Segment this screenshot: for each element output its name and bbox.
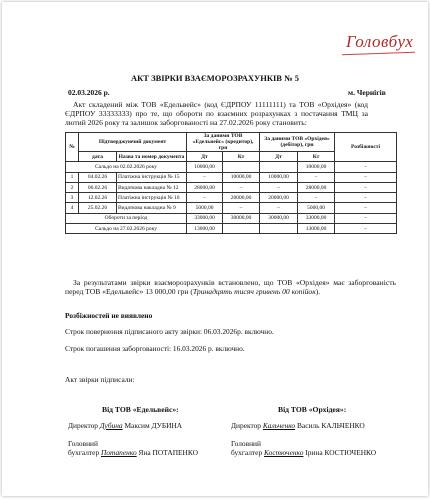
cell: 3 xyxy=(66,193,79,203)
cell: 10000,00 xyxy=(223,172,260,182)
col-header-doc-name: Назва та номер документа xyxy=(117,152,187,162)
handwritten-signature: Кальченко xyxy=(262,421,296,430)
cell: 10000,00 xyxy=(260,172,298,182)
table-row xyxy=(66,172,397,182)
no-differences-note: Розбіжностей не виявлено xyxy=(65,311,153,320)
table-row xyxy=(66,193,397,203)
document-city: м. Чернігів xyxy=(348,88,386,97)
cell: – xyxy=(298,172,335,182)
right-accountant-signature xyxy=(231,439,376,457)
cell: 30000,00 xyxy=(223,213,260,223)
role: Директор xyxy=(68,421,98,430)
left-party-heading: Від ТОВ «Едельвейс»: xyxy=(102,405,179,414)
cell: 20000,00 xyxy=(223,193,260,203)
result-text: За результатами звірки взаєморозрахунків встановлено, що ТОВ «Орхідея» має заборгованість перед ТОВ «Едельвейс» 13 000,00 грн ( xyxy=(65,278,396,297)
cell: 28000,00 xyxy=(298,182,335,192)
cell: – xyxy=(223,203,260,213)
signer-name: Ірина КОСТЮЧЕНКО xyxy=(305,448,377,457)
reconciliation-table xyxy=(65,132,397,234)
table-header-row xyxy=(66,133,397,152)
left-accountant-signature xyxy=(68,439,198,457)
cell: Видаткова накладна № 12 xyxy=(117,182,187,192)
role: Головний xyxy=(231,439,261,448)
cell: Платіжна інструкція № 10 xyxy=(117,193,187,203)
cell: – xyxy=(260,182,298,192)
table-row xyxy=(66,182,397,192)
col-header-dt1: Дт xyxy=(187,152,223,162)
cell: Видаткова накладна № 9 xyxy=(117,203,187,213)
cell: – xyxy=(335,162,397,172)
col-header-dt2: Дт xyxy=(260,152,298,162)
signer-name: Максим ДУБИНА xyxy=(124,421,183,430)
cell xyxy=(223,162,260,172)
cell: – xyxy=(335,203,397,213)
cell: 2 xyxy=(66,182,79,192)
col-header-kt2: Кт xyxy=(298,152,335,162)
signed-by-label: Акт звірки підписали: xyxy=(65,375,135,384)
right-party-heading: Від ТОВ «Орхідея»: xyxy=(278,405,347,414)
cell: – xyxy=(223,182,260,192)
document-title: АКТ ЗВІРКИ ВЗАЄМОРОЗРАХУНКІВ № 5 xyxy=(131,73,299,83)
result-paragraph xyxy=(65,278,396,296)
cell: – xyxy=(260,203,298,213)
col-header-orchid: За даними ТОВ «Орхідея» (дебітор), грн xyxy=(260,133,335,152)
signer-name: Яна ПОТАПЕНКО xyxy=(138,448,198,457)
col-header-document: Підтверджуючий документ xyxy=(79,133,187,152)
role: Директор xyxy=(231,421,261,430)
document-page xyxy=(2,2,428,496)
col-header-differences: Розбіжності xyxy=(335,133,397,162)
cell: – xyxy=(335,182,397,192)
cell: – xyxy=(335,213,397,223)
table-row-turnover xyxy=(66,213,397,223)
cell: 10000,00 xyxy=(187,162,223,172)
table-row-opening-balance xyxy=(66,162,397,172)
col-header-date: дата xyxy=(79,152,117,162)
cell xyxy=(260,162,298,172)
cell: 06.02.26 xyxy=(79,182,117,192)
cell: 20000,00 xyxy=(260,193,298,203)
cell xyxy=(223,224,260,234)
handwritten-signature: Дубина xyxy=(99,421,123,430)
table-row-closing-balance xyxy=(66,224,397,234)
cell: 5000,00 xyxy=(298,203,335,213)
opening-label: Сальдо на 02.02.2026 року xyxy=(66,162,187,172)
document-date: 02.03.2026 р. xyxy=(68,88,110,97)
brand-logo: Головбух xyxy=(346,32,414,51)
role: бухгалтер xyxy=(68,448,100,457)
intro-paragraph: Акт складений між ТОВ «Едельвейс» (код ЄДРПОУ 11111111) та ТОВ «Орхідея» (код ЄДРПОУ 33333333) про те, що обороти по взаємних розрахунках з постачання ТМЦ за лютий 2026 року та залишок заборгованості на 27.02.2026 року становить: xyxy=(65,100,368,127)
col-header-edelweiss: За даними ТОВ «Едельвейс» (кредитор), грн xyxy=(187,133,260,152)
left-director-signature xyxy=(68,421,182,430)
cell: 13000,00 xyxy=(187,224,223,234)
right-director-signature xyxy=(231,421,365,430)
signer-name: Василь КАЛЬЧЕНКО xyxy=(296,421,365,430)
col-header-kt1: Кт xyxy=(223,152,260,162)
cell: – xyxy=(187,172,223,182)
cell: Платіжна інструкція № 15 xyxy=(117,172,187,182)
cell: 33000,00 xyxy=(187,213,223,223)
cell: 30000,00 xyxy=(260,213,298,223)
cell: 1 xyxy=(66,172,79,182)
repayment-deadline: Строк погашення заборгованості: 16.03.2026 р. включно. xyxy=(65,344,245,353)
col-header-no: № xyxy=(66,133,79,162)
role: Головний xyxy=(68,439,98,448)
cell: 28000,00 xyxy=(187,182,223,192)
cell: 04.02.26 xyxy=(79,172,117,182)
cell: 25.02.26 xyxy=(79,203,117,213)
cell xyxy=(260,224,298,234)
cell: 33000,00 xyxy=(298,213,335,223)
cell: – xyxy=(335,193,397,203)
return-deadline: Строк повернення підписаного акту звірки: 06.03.2026р. включно. xyxy=(65,327,274,336)
cell: – xyxy=(335,224,397,234)
cell: 5000,00 xyxy=(187,203,223,213)
closing-label: Сальдо на 27.02.2026 року xyxy=(66,224,187,234)
cell: 12.02.26 xyxy=(79,193,117,203)
handwritten-signature: Костюченко xyxy=(264,448,304,457)
result-close: ). xyxy=(315,287,321,297)
cell: 13000,00 xyxy=(298,224,335,234)
turnover-label: Обороти за період xyxy=(66,213,187,223)
cell: – xyxy=(298,193,335,203)
amount-in-words: Тринадцять тисяч гривень 00 копійок xyxy=(192,287,316,297)
cell: 4 xyxy=(66,203,79,213)
table-row xyxy=(66,203,397,213)
role: бухгалтер xyxy=(231,448,263,457)
cell: 10000,00 xyxy=(298,162,335,172)
cell: – xyxy=(187,193,223,203)
handwritten-signature: Потапенко xyxy=(101,448,137,457)
cell: – xyxy=(335,172,397,182)
